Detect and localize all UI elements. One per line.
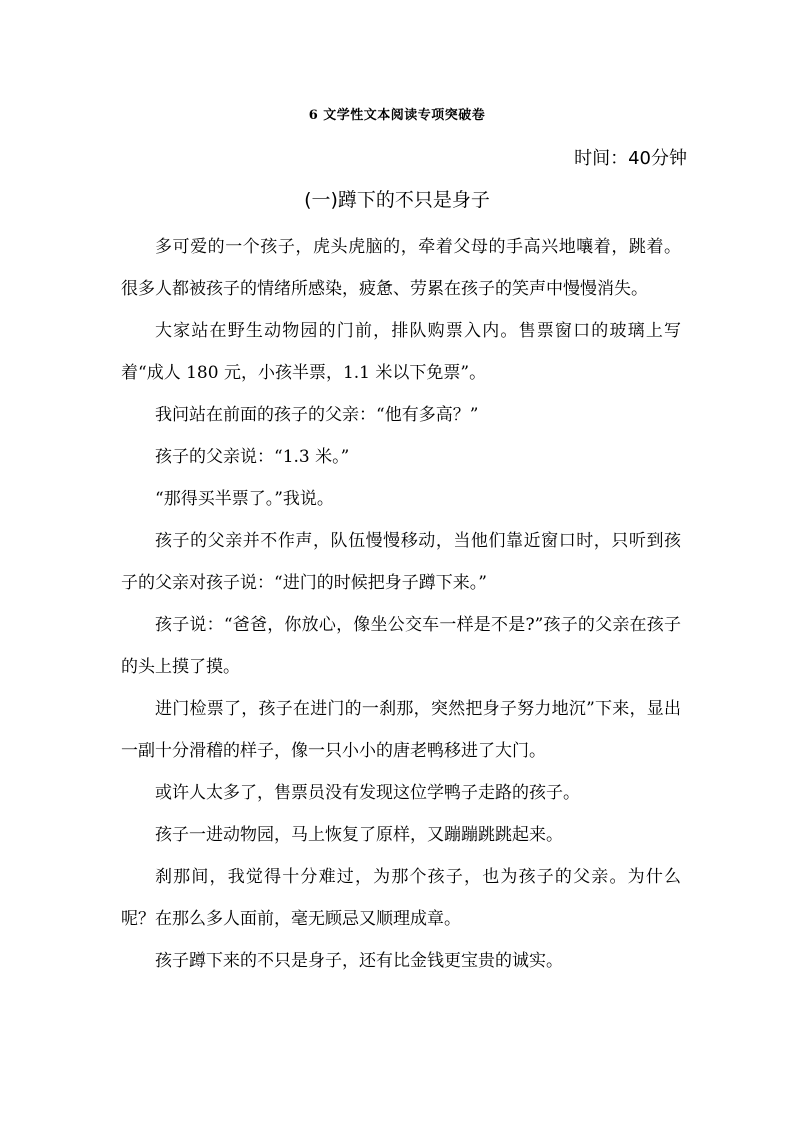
- section-title: (一)蹲下的不只是身子: [304, 189, 490, 211]
- paragraph: 我问站在前面的孩子的父亲：“他有多高？”: [155, 405, 479, 425]
- paragraph: 孩子蹲下来的不只是身子，还有比金钱更宝贵的诚实。: [155, 951, 563, 971]
- paragraph: 孩子说：“爸爸，你放心，像坐公交车一样是不是?”孩子的父亲在孩子的头上摸了摸。: [121, 615, 681, 677]
- paragraph: 进门检票了，孩子在进门的一刹那，突然把身子努力地沉”下来，显出一副十分滑稽的样子，像一只小小的唐老鸭移进了大门。: [121, 699, 681, 761]
- paragraph: 或许人太多了，售票员没有发现这位学鸭子走路的孩子。: [155, 783, 580, 803]
- document-title: 6 文学性文本阅读专项突破卷: [308, 108, 486, 123]
- paragraph: 孩子的父亲并不作声，队伍慢慢移动，当他们靠近窗口时，只听到孩子的父亲对孩子说：“进门的时候把身子蹲下来。”: [121, 531, 681, 593]
- paragraph: 大家站在野生动物园的门前，排队购票入内。售票窗口的玻璃上写着“成人 180 元，小孩半票，1.1 米以下免票”。: [121, 321, 681, 383]
- time-limit: 时间：40分钟: [574, 148, 687, 169]
- article-body: [121, 226, 681, 982]
- paragraph: “那得买半票了。”我说。: [155, 489, 334, 509]
- paragraph: 孩子一进动物园，马上恢复了原样，又蹦蹦跳跳起来。: [155, 825, 563, 845]
- paragraph: 多可爱的一个孩子，虎头虎脑的，牵着父母的手高兴地嚷着，跳着。很多人都被孩子的情绪所感染，疲惫、劳累在孩子的笑声中慢慢消失。: [121, 237, 681, 299]
- paragraph: 刹那间，我觉得十分难过，为那个孩子，也为孩子的父亲。为什么呢？在那么多人面前，毫无顾忌又顺理成章。: [121, 867, 681, 929]
- paragraph: 孩子的父亲说：“1.3 米。”: [155, 447, 350, 467]
